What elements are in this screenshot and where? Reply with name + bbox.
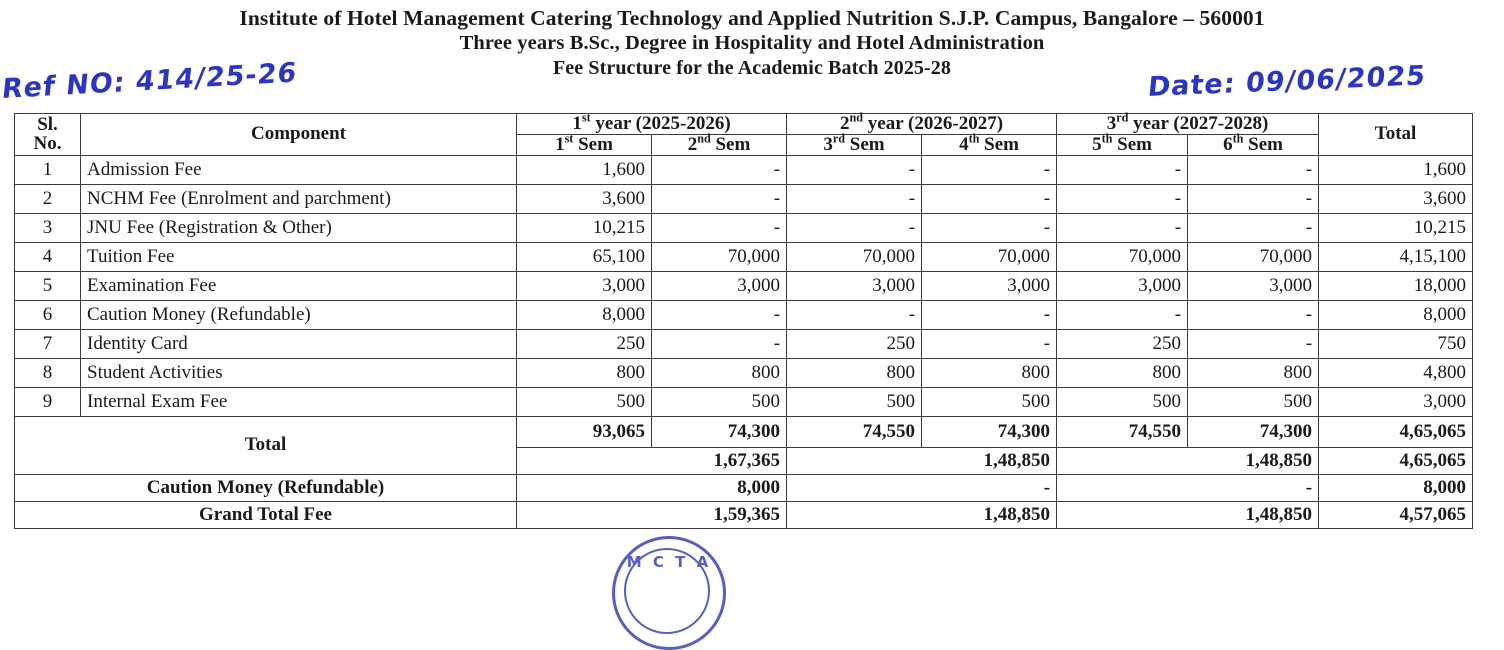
footer-total-sem-6: 74,300	[1188, 416, 1319, 447]
cell-sl-no: 3	[15, 213, 81, 242]
cell-sem-5: -	[1057, 155, 1188, 184]
header-row-1	[15, 114, 1473, 135]
cell-sem-3: 800	[787, 358, 922, 387]
cell-row-total: 8,000	[1319, 300, 1473, 329]
cell-component: Identity Card	[81, 329, 517, 358]
cell-sem-2: -	[652, 184, 787, 213]
cell-sem-5: 250	[1057, 329, 1188, 358]
cell-sem-4: -	[922, 155, 1057, 184]
year-3-ord: rd	[1116, 110, 1129, 125]
table-foot	[15, 416, 1473, 528]
sl-no-line-1: Sl.	[37, 113, 58, 135]
signature-mark	[1168, 548, 1318, 570]
cell-sem-5: 500	[1057, 387, 1188, 416]
year-2-ord: nd	[849, 110, 864, 125]
cell-sl-no: 8	[15, 358, 81, 387]
cell-sem-6: -	[1188, 300, 1319, 329]
year-2-num: 2	[840, 113, 850, 134]
cell-sem-1: 800	[517, 358, 652, 387]
sem-3-ord: rd	[832, 131, 846, 146]
col-header-total: Total	[1319, 114, 1473, 156]
cell-sem-4: 800	[922, 358, 1057, 387]
footer-caution-year-3: -	[1057, 474, 1319, 501]
footer-label-grand-total: Grand Total Fee	[15, 501, 517, 528]
cell-component: NCHM Fee (Enrolment and parchment)	[81, 184, 517, 213]
table-row	[15, 300, 1473, 329]
year-2-rest: year (2026-2027)	[863, 113, 1004, 134]
footer-total-year-3: 1,48,850	[1057, 447, 1319, 474]
sem-5-rest: Sem	[1112, 133, 1152, 155]
cell-sem-1: 10,215	[517, 213, 652, 242]
footer-grand-year-3: 1,48,850	[1057, 501, 1319, 528]
cell-sem-6: -	[1188, 329, 1319, 358]
footer-grand-year-2: 1,48,850	[787, 501, 1057, 528]
cell-component: Tuition Fee	[81, 242, 517, 271]
col-header-sl-no	[15, 114, 81, 156]
year-1-num: 1	[572, 113, 582, 134]
cell-component: JNU Fee (Registration & Other)	[81, 213, 517, 242]
table-row	[15, 155, 1473, 184]
cell-sl-no: 1	[15, 155, 81, 184]
cell-sem-6: 70,000	[1188, 242, 1319, 271]
cell-row-total: 10,215	[1319, 213, 1473, 242]
cell-sem-2: -	[652, 329, 787, 358]
cell-sem-4: 70,000	[922, 242, 1057, 271]
footer-row-grand-total	[15, 501, 1473, 528]
sem-4-rest: Sem	[979, 133, 1019, 155]
cell-row-total: 3,600	[1319, 184, 1473, 213]
cell-sem-4: -	[922, 213, 1057, 242]
year-3-num: 3	[1106, 113, 1117, 134]
table-body	[15, 155, 1473, 416]
footer-total-year-2: 1,48,850	[787, 447, 1057, 474]
sem-1-num: 1	[555, 133, 565, 155]
cell-row-total: 1,600	[1319, 155, 1473, 184]
cell-sem-4: -	[922, 329, 1057, 358]
cell-sem-5: -	[1057, 300, 1188, 329]
col-header-sem-4	[922, 131, 1057, 155]
cell-sem-6: 500	[1188, 387, 1319, 416]
cell-sem-1: 65,100	[517, 242, 652, 271]
col-header-sem-1	[517, 131, 652, 155]
cell-row-total: 3,000	[1319, 387, 1473, 416]
cell-sem-5: 800	[1057, 358, 1188, 387]
footer-total-sem-1: 93,065	[517, 416, 652, 447]
year-3-rest: year (2027-2028)	[1128, 113, 1269, 134]
table-row	[15, 329, 1473, 358]
col-header-year-3	[1057, 110, 1319, 135]
footer-total-year-1: 1,67,365	[517, 447, 787, 474]
sem-2-num: 2	[687, 133, 698, 155]
stamp-inner-ring	[624, 548, 710, 634]
cell-row-total: 4,15,100	[1319, 242, 1473, 271]
sl-no-line-2: No.	[33, 133, 62, 155]
institute-name: Institute of Hotel Management Catering Technology and Applied Nutrition S.J.P. Campus, Bangalore – 560001	[239, 6, 1265, 30]
cell-component: Admission Fee	[81, 155, 517, 184]
footer-caution-total: 8,000	[1319, 474, 1473, 501]
cell-sem-4: 3,000	[922, 271, 1057, 300]
sem-6-rest: Sem	[1243, 133, 1283, 155]
cell-row-total: 750	[1319, 329, 1473, 358]
footer-label-caution-money: Caution Money (Refundable)	[15, 474, 517, 501]
cell-sem-2: 70,000	[652, 242, 787, 271]
cell-sem-3: -	[787, 184, 922, 213]
cell-sem-4: -	[922, 300, 1057, 329]
handwritten-ref-no: Ref NO: 414/25-26	[0, 57, 299, 106]
cell-row-total: 18,000	[1319, 271, 1473, 300]
sem-6-ord: th	[1232, 131, 1244, 146]
cell-sem-4: -	[922, 184, 1057, 213]
stamp-text: M C T A	[626, 553, 712, 571]
cell-sem-2: -	[652, 155, 787, 184]
footer-caution-year-2: -	[787, 474, 1057, 501]
col-header-sem-5	[1057, 131, 1188, 155]
cell-sem-6: -	[1188, 184, 1319, 213]
cell-sem-5: -	[1057, 213, 1188, 242]
sem-4-ord: th	[968, 131, 980, 146]
cell-sem-6: 800	[1188, 358, 1319, 387]
year-1-rest: year (2025-2026)	[590, 113, 731, 134]
cell-sem-1: 3,000	[517, 271, 652, 300]
cell-sl-no: 9	[15, 387, 81, 416]
footer-grand-year-1: 1,59,365	[517, 501, 787, 528]
cell-sem-3: 70,000	[787, 242, 922, 271]
sem-2-rest: Sem	[710, 133, 751, 155]
handwritten-date: Date: 09/06/2025	[1146, 60, 1428, 104]
cell-sem-5: -	[1057, 184, 1188, 213]
document-subtitle: Fee Structure for the Academic Batch 2025-28	[552, 57, 951, 79]
col-header-sem-3	[787, 131, 922, 155]
cell-sem-2: 800	[652, 358, 787, 387]
programme-name: Three years B.Sc., Degree in Hospitality and Hotel Administration	[459, 32, 1045, 54]
footer-total-grandsum: 4,65,065	[1319, 416, 1473, 447]
cell-sem-3: 500	[787, 387, 922, 416]
sem-3-num: 3	[823, 133, 833, 155]
year-1-ord: st	[581, 110, 591, 125]
col-header-year-1	[517, 110, 787, 135]
table-row	[15, 271, 1473, 300]
cell-sem-4: 500	[922, 387, 1057, 416]
table-row	[15, 358, 1473, 387]
col-header-component: Component	[81, 114, 517, 156]
table-row	[15, 184, 1473, 213]
cell-sem-2: -	[652, 300, 787, 329]
cell-component: Examination Fee	[81, 271, 517, 300]
cell-sem-6: -	[1188, 155, 1319, 184]
cell-sl-no: 7	[15, 329, 81, 358]
footer-total-sem-4: 74,300	[922, 416, 1057, 447]
cell-sem-3: -	[787, 213, 922, 242]
sem-2-ord: nd	[697, 131, 711, 146]
sem-3-rest: Sem	[845, 133, 885, 155]
cell-sem-1: 1,600	[517, 155, 652, 184]
footer-total-sem-5: 74,550	[1057, 416, 1188, 447]
sem-5-ord: th	[1101, 131, 1113, 146]
cell-sem-6: 3,000	[1188, 271, 1319, 300]
cell-sem-5: 70,000	[1057, 242, 1188, 271]
cell-sem-3: 3,000	[787, 271, 922, 300]
col-header-sem-6	[1188, 131, 1319, 155]
sem-5-num: 5	[1092, 133, 1102, 155]
cell-sem-3: -	[787, 300, 922, 329]
cell-component: Caution Money (Refundable)	[81, 300, 517, 329]
cell-sem-1: 500	[517, 387, 652, 416]
col-header-year-2	[787, 110, 1057, 135]
footer-total-sem-2: 74,300	[652, 416, 787, 447]
cell-sem-3: 250	[787, 329, 922, 358]
footer-total-year-sum: 4,65,065	[1319, 447, 1473, 474]
sem-6-num: 6	[1223, 133, 1233, 155]
col-header-sem-2	[652, 131, 787, 155]
footer-total-sem-3: 74,550	[787, 416, 922, 447]
cell-sem-2: -	[652, 213, 787, 242]
cell-sem-1: 8,000	[517, 300, 652, 329]
cell-sl-no: 5	[15, 271, 81, 300]
table-row	[15, 387, 1473, 416]
cell-sem-6: -	[1188, 213, 1319, 242]
fee-structure-table	[14, 110, 1473, 529]
cell-row-total: 4,800	[1319, 358, 1473, 387]
footer-grand-total: 4,57,065	[1319, 501, 1473, 528]
sem-1-ord: st	[564, 131, 574, 146]
cell-component: Internal Exam Fee	[81, 387, 517, 416]
cell-component: Student Activities	[81, 358, 517, 387]
sem-1-rest: Sem	[573, 133, 613, 155]
cell-sem-1: 250	[517, 329, 652, 358]
cell-sl-no: 6	[15, 300, 81, 329]
table-row	[15, 242, 1473, 271]
footer-row-caution-money	[15, 474, 1473, 501]
footer-caution-year-1: 8,000	[517, 474, 787, 501]
cell-sem-3: -	[787, 155, 922, 184]
footer-row-total-semesterwise	[15, 416, 1473, 447]
footer-label-total: Total	[15, 416, 517, 474]
cell-sl-no: 4	[15, 242, 81, 271]
official-stamp-icon	[612, 536, 726, 650]
cell-sem-1: 3,600	[517, 184, 652, 213]
sem-4-num: 4	[959, 133, 969, 155]
cell-sem-2: 3,000	[652, 271, 787, 300]
cell-sl-no: 2	[15, 184, 81, 213]
cell-sem-2: 500	[652, 387, 787, 416]
cell-sem-5: 3,000	[1057, 271, 1188, 300]
fee-table-container	[14, 110, 1472, 529]
table-row	[15, 213, 1473, 242]
table-head	[15, 110, 1473, 156]
